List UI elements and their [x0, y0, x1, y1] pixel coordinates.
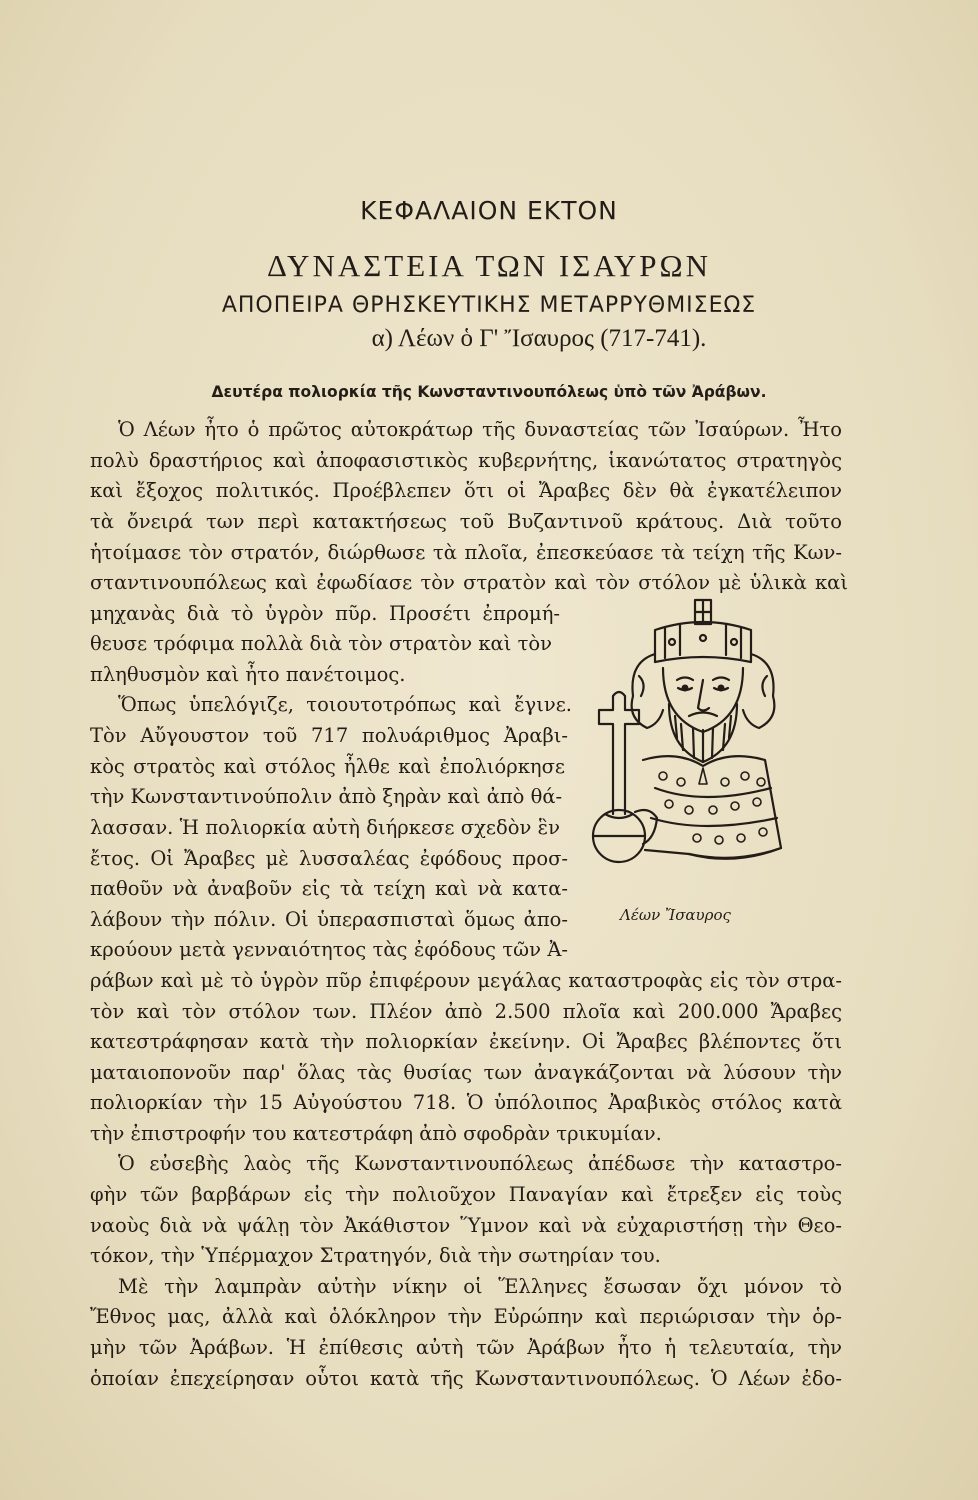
- section-heading: α) Λέων ὁ Γ' Ἴσαυρος (717-741).: [371, 325, 707, 352]
- text-line: Ὁ εὐσεβὴς λαὸς τῆς Κωνσταντινουπόλεως ἀπέδωσε τὴν καταστρο-: [118, 1152, 842, 1175]
- text-line: Ὅπως ὑπελόγιζε, τοιουτοτρόπως καὶ ἔγινε.: [118, 693, 572, 716]
- text-line: φὴν τῶν βαρβάρων εἰς τὴν πολιοῦχον Παναγίαν καὶ ἔτρεξεν εἰς τοὺς: [90, 1183, 842, 1206]
- emperor-portrait-icon: [585, 592, 785, 898]
- text-line: παθοῦν νὰ ἀναβοῦν εἰς τὰ τείχη καὶ νὰ κατα-: [90, 877, 568, 900]
- text-line: καὶ ἔξοχος πολιτικός. Προέβλεπεν ὅτι οἱ Ἄραβες δὲν θὰ ἐγκατέλειπον: [90, 479, 842, 502]
- text-line: τὰ ὄνειρά των περὶ κατακτήσεως τοῦ Βυζαντινοῦ κράτους. Διὰ τοῦτο: [90, 510, 842, 533]
- text-line: ράβων καὶ μὲ τὸ ὑγρὸν πῦρ ἐπιφέρουν μεγάλας καταστροφὰς εἰς τὸν στρα-: [90, 969, 842, 992]
- text-line: κὸς στρατὸς καὶ στόλος ἦλθε καὶ ἐπολιόρκησε: [90, 755, 565, 778]
- attempt-heading: ΑΠΟΠΕΙΡΑ ΘΡΗΣΚΕΥΤΙΚΗΣ ΜΕΤΑΡΡΥΘΜΙΣΕΩΣ: [221, 293, 757, 318]
- text-line: ματαιοπονοῦν παρ' ὅλας τὰς θυσίας των ἀναγκάζονται νὰ λύσουν τὴν: [90, 1061, 842, 1084]
- text-line: θευσε τρόφιμα πολλὰ διὰ τὸν στρατὸν καὶ τὸν: [90, 632, 552, 655]
- text-line: λάβουν τὴν πόλιν. Οἱ ὑπερασπισταὶ ὅμως ἀπο-: [90, 908, 568, 931]
- portrait-caption: Λέων Ἴσαυρος: [620, 906, 731, 924]
- text-line: ὁποίαν ἐπεχείρησαν οὗτοι κατὰ τῆς Κωνσταντινουπόλεως. Ὁ Λέων ἐδο-: [90, 1367, 842, 1390]
- text-line: λασσαν. Ἡ πολιορκία αὐτὴ διήρκεσε σχεδὸν ἓν: [90, 816, 560, 839]
- dynasty-heading: ΔΥΝΑΣΤΕΙΑ ΤΩΝ ΙΣΑΥΡΩΝ: [267, 248, 711, 283]
- text-line: ἔτος. Οἱ Ἄραβες μὲ λυσσαλέας ἐφόδους προσ-: [90, 847, 568, 870]
- text-line: Ἔθνος μας, ἀλλὰ καὶ ὁλόκληρον τὴν Εὐρώπην καὶ περιώρισαν τὴν ὁρ-: [90, 1305, 842, 1328]
- text-line: μηχανὰς διὰ τὸ ὑγρὸν πῦρ. Προσέτι ἐπρομή-: [90, 602, 560, 625]
- text-line: πολιορκίαν τὴν 15 Αὐγούστου 718. Ὁ ὑπόλοιπος Ἀραβικὸς στόλος κατὰ: [90, 1091, 842, 1114]
- text-line: πολὺ δραστήριος καὶ ἀποφασιστικὸς κυβερνήτης, ἱκανώτατος στρατηγὸς: [90, 449, 842, 472]
- chapter-heading: ΚΕΦΑΛΑΙΟΝ ΕΚΤΟΝ: [360, 196, 618, 225]
- text-line: πληθυσμὸν καὶ ἦτο πανέτοιμος.: [90, 663, 406, 686]
- text-line: τὴν Κωνσταντινούπολιν ἀπὸ ξηρὰν καὶ ἀπὸ θά-: [90, 785, 563, 808]
- text-line: Μὲ τὴν λαμπρὰν αὐτὴν νίκην οἱ Ἕλληνες ἔσωσαν ὄχι μόνον τὸ: [118, 1275, 842, 1298]
- text-line: σταντινουπόλεως καὶ ἐφωδίασε τὸν στρατὸν καὶ τὸν στόλον μὲ ὑλικὰ καὶ: [90, 571, 848, 594]
- text-line: ναοὺς διὰ νὰ ψάλῃ τὸν Ἀκάθιστον Ὕμνον καὶ νὰ εὐχαριστήσῃ τὴν Θεο-: [90, 1214, 842, 1237]
- subtitle: Δευτέρα πολιορκία τῆς Κωνσταντινουπόλεως ὑπὸ τῶν Ἀράβων.: [211, 383, 767, 401]
- text-line: Ὁ Λέων ἦτο ὁ πρῶτος αὐτοκράτωρ τῆς δυναστείας τῶν Ἰσαύρων. Ἦτο: [118, 418, 842, 441]
- text-line: Τὸν Αὔγουστον τοῦ 717 πολυάριθμος Ἀραβι-: [90, 724, 568, 747]
- text-line: κατεστράφησαν κατὰ τὴν πολιορκίαν ἐκείνην. Οἱ Ἄραβες βλέποντες ὅτι: [90, 1030, 842, 1053]
- text-line: τὸν καὶ τὸν στόλον των. Πλέον ἀπὸ 2.500 πλοῖα καὶ 200.000 Ἄραβες: [90, 1000, 842, 1023]
- text-line: τὴν ἐπιστροφήν του κατεστράφη ἀπὸ σφοδρὰν τρικυμίαν.: [90, 1122, 662, 1145]
- text-line: τόκον, τὴν Ὑπέρμαχον Στρατηγόν, διὰ τὴν σωτηρίαν του.: [90, 1244, 661, 1267]
- text-line: μὴν τῶν Ἀράβων. Ἡ ἐπίθεσις αὐτὴ τῶν Ἀράβων ἦτο ἡ τελευταία, τὴν: [90, 1336, 842, 1359]
- text-line: ἡτοίμασε τὸν στρατόν, διώρθωσε τὰ πλοῖα, ἐπεσκεύασε τὰ τείχη τῆς Κων-: [90, 541, 842, 564]
- text-line: κρούουν μετὰ γενναιότητος τὰς ἐφόδους τῶν Ἀ-: [90, 938, 568, 961]
